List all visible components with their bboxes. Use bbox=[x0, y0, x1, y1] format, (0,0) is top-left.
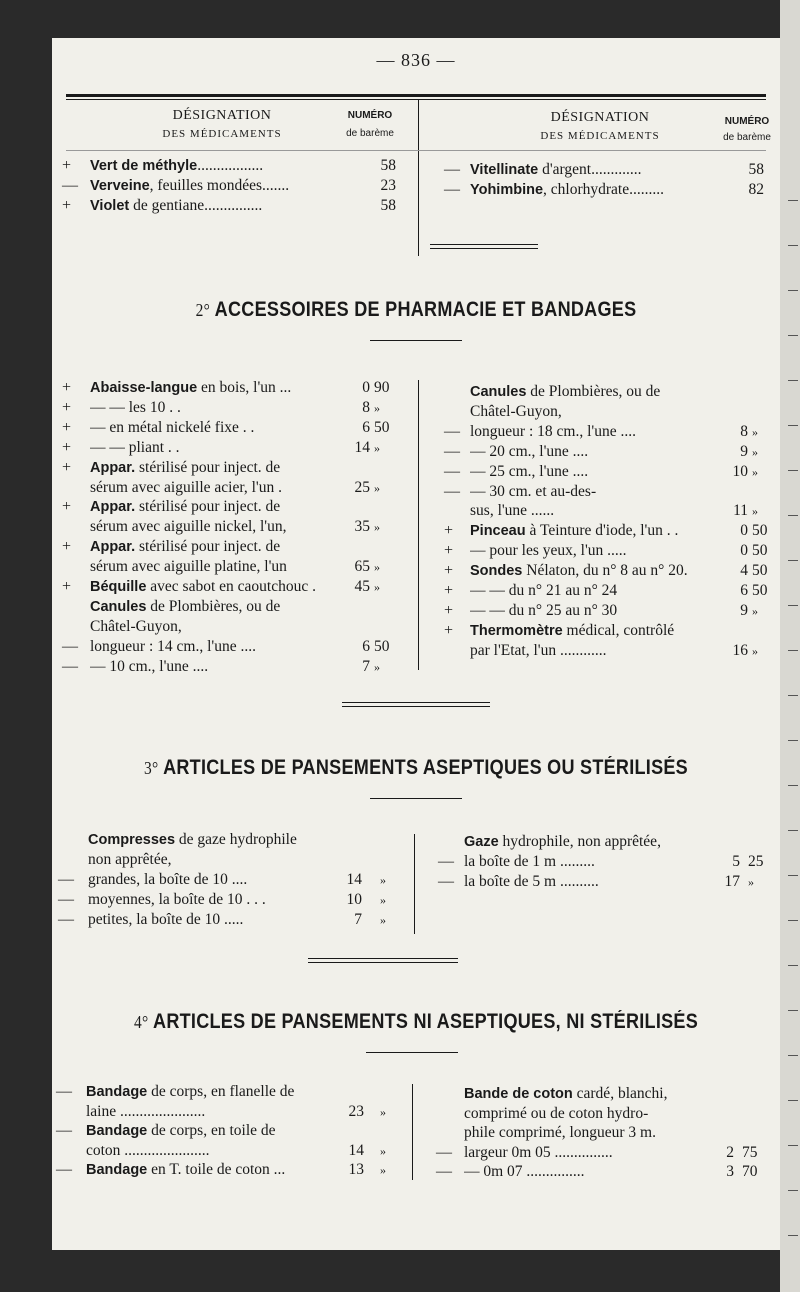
section-rule-2 bbox=[370, 340, 462, 341]
entry-name: Canules bbox=[90, 598, 147, 615]
entry-description: par l'Etat, l'un ............ bbox=[470, 641, 607, 659]
header-medicaments-right: DES MÉDICAMENTS bbox=[540, 130, 660, 142]
entry-description: de corps, en toile de bbox=[147, 1122, 276, 1140]
entry-text bbox=[470, 482, 732, 502]
entry-description: — — du n° 21 au n° 24 bbox=[470, 582, 618, 599]
entry-text bbox=[464, 1084, 726, 1104]
plus-marker: + bbox=[62, 438, 72, 456]
separator-double-3a bbox=[308, 958, 458, 959]
entry-row bbox=[52, 442, 780, 462]
entry-number: 0 bbox=[740, 542, 748, 560]
entry-text bbox=[470, 501, 732, 521]
dash-marker: — bbox=[62, 637, 78, 655]
edge-tick bbox=[788, 290, 798, 291]
entry-description: grandes, la boîte de 10 .... bbox=[88, 871, 248, 888]
entry-number: 9 bbox=[740, 442, 748, 460]
separator-double-2b bbox=[342, 706, 490, 707]
header-medicaments-left: DES MÉDICAMENTS bbox=[162, 128, 282, 140]
plus-marker: + bbox=[62, 398, 72, 416]
entry-subnumber: 50 bbox=[752, 562, 768, 580]
entry-number: 14 bbox=[348, 1141, 364, 1159]
entry-subnumber: » bbox=[374, 580, 380, 594]
entry-description: stérilisé pour inject. de bbox=[135, 458, 281, 476]
header-numero-left: NUMÉRO bbox=[347, 110, 393, 121]
edge-tick bbox=[788, 470, 798, 471]
entry-text bbox=[464, 1104, 726, 1124]
entry-number: 58 bbox=[380, 157, 396, 174]
entry-number: 2 bbox=[726, 1143, 734, 1161]
entry-number: 23 bbox=[348, 1102, 364, 1120]
entry-subnumber: » bbox=[752, 464, 758, 479]
edge-tick bbox=[788, 695, 798, 696]
entry-number: 6 bbox=[362, 418, 370, 436]
plus-marker: + bbox=[444, 522, 454, 540]
dash-marker: — bbox=[444, 462, 460, 480]
entry-description: — pour les yeux, l'un ..... bbox=[470, 542, 627, 560]
plus-marker: + bbox=[62, 578, 72, 595]
entry-text bbox=[464, 832, 726, 852]
header-rule-top bbox=[66, 94, 766, 97]
edge-tick bbox=[788, 965, 798, 966]
entry-name: Pinceau bbox=[470, 523, 526, 540]
entry-number: 14 bbox=[346, 871, 362, 888]
entry-description: hydrophile, non apprêtée, bbox=[498, 833, 661, 850]
entry-row bbox=[52, 422, 780, 442]
entry-name: Appar. bbox=[90, 539, 136, 556]
entry-description: — 20 cm., l'une .... bbox=[470, 442, 589, 460]
entry-description: longueur : 14 cm., l'une .... bbox=[90, 637, 256, 655]
entry-description: laine ...................... bbox=[86, 1102, 206, 1120]
entry-row bbox=[52, 641, 780, 661]
edge-tick bbox=[788, 560, 798, 561]
entry-subnumber: » bbox=[374, 560, 380, 575]
entry-row bbox=[52, 621, 780, 641]
dash-marker: — bbox=[444, 422, 460, 440]
entry-description: sérum avec aiguille acier, l'un . bbox=[90, 478, 282, 496]
edge-tick bbox=[788, 380, 798, 381]
header-rule-sub bbox=[66, 99, 766, 100]
entry-description: médical, contrôlé bbox=[562, 621, 675, 639]
section-title-2: 2° ACCESSOIRES DE PHARMACIE ET BANDAGES bbox=[195, 298, 637, 321]
entry-number: 23 bbox=[380, 177, 396, 194]
edge-tick bbox=[788, 515, 798, 516]
entry-description: — 25 cm., l'une .... bbox=[470, 462, 589, 480]
entry-row bbox=[52, 910, 780, 930]
entry-number: 58 bbox=[380, 197, 396, 214]
entry-description: cardé, blanchi, bbox=[572, 1085, 668, 1102]
entry-row bbox=[52, 1104, 780, 1124]
entry-number: 16 bbox=[732, 641, 748, 659]
edge-tick bbox=[788, 245, 798, 246]
dash-marker: — bbox=[444, 442, 460, 460]
entry-description: sérum avec aiguille nickel, l'un, bbox=[90, 518, 287, 536]
entry-row bbox=[52, 180, 780, 200]
entry-description: d'argent............. bbox=[538, 161, 642, 178]
entry-row bbox=[52, 482, 780, 502]
entry-text bbox=[470, 521, 732, 541]
entry-subnumber: 50 bbox=[374, 418, 390, 436]
entry-description: la boîte de 5 m .......... bbox=[464, 873, 599, 890]
separator-double-2a bbox=[342, 702, 490, 703]
entry-row bbox=[52, 832, 780, 852]
entry-description: coton ...................... bbox=[86, 1141, 210, 1159]
entry-row bbox=[52, 160, 780, 180]
entry-description: sus, l'une ...... bbox=[470, 502, 555, 520]
plus-marker: + bbox=[62, 157, 72, 174]
entry-name: Béquille bbox=[90, 579, 147, 595]
entry-description: — en métal nickelé fixe . . bbox=[90, 418, 255, 436]
entry-number: 7 bbox=[354, 911, 362, 928]
entry-subnumber: 70 bbox=[742, 1163, 758, 1181]
entry-description: — 0m 07 ............... bbox=[464, 1163, 585, 1181]
entry-description: sérum avec aiguille platine, l'un bbox=[90, 558, 287, 576]
entry-text bbox=[470, 180, 738, 200]
dash-marker: — bbox=[56, 1161, 72, 1179]
entry-subnumber: » bbox=[380, 913, 386, 927]
plus-marker: + bbox=[444, 601, 454, 619]
entry-number: 6 bbox=[740, 582, 748, 599]
plus-marker: + bbox=[62, 418, 72, 436]
header-designation-left: DÉSIGNATION bbox=[172, 108, 272, 123]
separator-double-1b bbox=[430, 248, 538, 249]
dash-marker: — bbox=[438, 853, 454, 870]
dash-marker: — bbox=[58, 871, 74, 888]
entry-subnumber: 90 bbox=[374, 379, 390, 396]
entry-description: largeur 0m 05 ............... bbox=[464, 1143, 613, 1161]
entry-subnumber: » bbox=[752, 424, 758, 439]
section-rule-3 bbox=[370, 798, 462, 799]
edge-tick bbox=[788, 875, 798, 876]
entry-subnumber: » bbox=[380, 1163, 386, 1178]
entry-description: en bois, l'un ... bbox=[197, 379, 292, 396]
entry-number: 11 bbox=[733, 502, 748, 520]
entry-name: Verveine bbox=[90, 178, 150, 194]
dash-marker: — bbox=[436, 1143, 452, 1161]
dash-marker: — bbox=[56, 1122, 72, 1140]
entry-name: Appar. bbox=[90, 499, 136, 516]
entry-name: Appar. bbox=[90, 459, 136, 476]
dash-marker: — bbox=[56, 1083, 72, 1100]
entry-description: phile comprimé, longueur 3 m. bbox=[464, 1124, 656, 1142]
entry-text bbox=[464, 1162, 726, 1182]
entry-subnumber: » bbox=[374, 520, 380, 535]
entry-name: Vert de méthyle bbox=[90, 158, 198, 174]
entry-subnumber: » bbox=[380, 1104, 386, 1119]
entry-description: petites, la boîte de 10 ..... bbox=[88, 911, 244, 928]
edge-tick bbox=[788, 200, 798, 201]
entry-text bbox=[470, 581, 732, 601]
entry-subnumber: » bbox=[374, 480, 380, 495]
dash-marker: — bbox=[444, 181, 460, 198]
entry-subnumber: » bbox=[752, 603, 758, 618]
entry-text bbox=[470, 541, 732, 561]
entry-row bbox=[52, 1084, 780, 1104]
entry-description: de corps, en flanelle de bbox=[147, 1083, 295, 1100]
entry-description: — 30 cm. et au-des- bbox=[470, 482, 597, 500]
entry-row bbox=[52, 581, 780, 601]
edge-tick bbox=[788, 740, 798, 741]
entry-row bbox=[52, 521, 780, 541]
entry-description: — — du n° 25 au n° 30 bbox=[470, 601, 618, 619]
entry-row bbox=[52, 541, 780, 561]
entry-text bbox=[470, 382, 732, 402]
entry-number: 45 bbox=[354, 578, 370, 595]
entry-row bbox=[52, 872, 780, 892]
edge-tick bbox=[788, 1100, 798, 1101]
edge-tick bbox=[788, 1235, 798, 1236]
entry-row bbox=[52, 561, 780, 581]
header-designation-right: DÉSIGNATION bbox=[550, 110, 650, 125]
plus-marker: + bbox=[62, 498, 72, 516]
entry-subnumber: » bbox=[752, 444, 758, 459]
edge-tick bbox=[788, 425, 798, 426]
header-bareme-right: de barème bbox=[723, 132, 771, 143]
entry-number: 58 bbox=[748, 161, 764, 178]
entry-description: Nélaton, du n° 8 au n° 20. bbox=[522, 562, 688, 580]
entry-number: 82 bbox=[748, 181, 764, 198]
entry-name: Sondes bbox=[470, 563, 523, 580]
entry-name: Yohimbine bbox=[470, 182, 544, 198]
section-title-3: 3° ARTICLES DE PANSEMENTS ASEPTIQUES OU STÉRILISÉS bbox=[144, 756, 688, 779]
plus-marker: + bbox=[62, 197, 72, 214]
entry-number: 3 bbox=[726, 1163, 734, 1181]
edge-tick bbox=[788, 1010, 798, 1011]
entry-name: Bandage bbox=[86, 1123, 148, 1140]
entry-text bbox=[464, 1123, 726, 1143]
edge-tick bbox=[788, 785, 798, 786]
entry-text bbox=[88, 890, 350, 910]
entry-name: Vitellinate bbox=[470, 162, 539, 178]
entry-name: Bande de coton bbox=[464, 1086, 573, 1102]
entry-number: 8 bbox=[740, 422, 748, 440]
entry-name: Thermomètre bbox=[470, 622, 563, 639]
entry-name: Violet bbox=[90, 198, 130, 214]
entry-subnumber: 50 bbox=[752, 522, 768, 540]
entry-text bbox=[470, 641, 732, 661]
entry-number: 10 bbox=[346, 891, 362, 908]
entry-text bbox=[464, 1143, 726, 1163]
entry-subnumber: » bbox=[374, 659, 380, 674]
entry-number: 17 bbox=[724, 873, 740, 890]
entry-description: stérilisé pour inject. de bbox=[135, 498, 281, 516]
plus-marker: + bbox=[62, 538, 72, 556]
entry-text bbox=[470, 422, 732, 442]
entry-row bbox=[52, 598, 780, 621]
dash-marker: — bbox=[438, 873, 454, 890]
entry-name: Canules bbox=[470, 384, 527, 400]
entry-description: non apprêtée, bbox=[88, 851, 172, 868]
entry-text bbox=[470, 462, 732, 482]
entry-description: avec sabot en caoutchouc . bbox=[146, 578, 316, 595]
entry-text bbox=[470, 621, 732, 641]
entry-text bbox=[464, 872, 726, 892]
header-rule-bottom bbox=[66, 150, 766, 151]
plus-marker: + bbox=[62, 458, 72, 476]
entry-number: 6 bbox=[362, 637, 370, 655]
entry-row bbox=[52, 402, 780, 422]
entry-subnumber: 25 bbox=[748, 853, 764, 870]
page-edge bbox=[780, 0, 800, 1292]
entry-subnumber: 50 bbox=[752, 542, 768, 560]
entry-description: longueur : 18 cm., l'une .... bbox=[470, 422, 636, 440]
entry-number: 0 bbox=[362, 379, 370, 396]
entry-description: de Plombières, ou de bbox=[526, 383, 661, 400]
entry-text bbox=[470, 601, 732, 621]
document-page bbox=[52, 38, 780, 1250]
header-bareme-left: de barème bbox=[346, 128, 394, 139]
entry-row bbox=[52, 1143, 780, 1163]
entry-text bbox=[464, 852, 726, 872]
entry-subnumber: » bbox=[380, 873, 386, 887]
entry-number: 65 bbox=[354, 558, 370, 576]
dash-marker: — bbox=[58, 911, 74, 928]
entry-subnumber: 50 bbox=[752, 582, 768, 599]
entry-subnumber: » bbox=[752, 643, 758, 658]
entry-text bbox=[470, 442, 732, 462]
entry-number: 25 bbox=[354, 478, 370, 496]
entry-number: 13 bbox=[348, 1161, 364, 1179]
entry-subnumber: » bbox=[374, 400, 380, 415]
entry-row bbox=[52, 852, 780, 872]
dash-marker: — bbox=[436, 1163, 452, 1181]
entry-description: la boîte de 1 m ......... bbox=[464, 853, 595, 870]
entry-subnumber: » bbox=[752, 504, 758, 519]
entry-number: 9 bbox=[740, 601, 748, 619]
section-rule-4 bbox=[366, 1052, 458, 1053]
entry-row bbox=[52, 501, 780, 521]
entry-number: 8 bbox=[362, 398, 370, 416]
entry-description: stérilisé pour inject. de bbox=[135, 538, 281, 556]
entry-name: Gaze bbox=[464, 834, 499, 850]
entry-text bbox=[88, 910, 350, 930]
entry-subnumber: » bbox=[380, 893, 386, 907]
entry-description: à Teinture d'iode, l'un . . bbox=[525, 522, 679, 540]
entry-number: 7 bbox=[362, 657, 370, 675]
separator-double-1a bbox=[430, 244, 538, 245]
section-title-4: 4° ARTICLES DE PANSEMENTS NI ASEPTIQUES, NI STÉRILISÉS bbox=[133, 1010, 699, 1033]
entry-description: Châtel-Guyon, bbox=[90, 617, 182, 635]
entry-description: de gaze hydrophile bbox=[175, 831, 297, 848]
dash-marker: — bbox=[444, 482, 460, 500]
entry-description: — 10 cm., l'une .... bbox=[90, 657, 209, 675]
edge-tick bbox=[788, 650, 798, 651]
entry-subnumber: 75 bbox=[742, 1143, 758, 1161]
entry-number: 0 bbox=[740, 522, 748, 540]
entry-number: 10 bbox=[732, 462, 748, 480]
entry-description: , chlorhydrate......... bbox=[543, 181, 664, 198]
entry-description: Châtel-Guyon, bbox=[470, 402, 562, 420]
entry-text bbox=[470, 160, 738, 180]
dash-marker: — bbox=[58, 891, 74, 908]
entry-number: 35 bbox=[354, 518, 370, 536]
edge-tick bbox=[788, 920, 798, 921]
entry-row bbox=[52, 459, 780, 482]
page-number: — 836 — bbox=[376, 50, 456, 70]
entry-subnumber: » bbox=[748, 875, 754, 889]
entry-description: , feuilles mondées....... bbox=[149, 177, 290, 194]
entry-description: moyennes, la boîte de 10 . . . bbox=[88, 891, 266, 908]
edge-tick bbox=[788, 1055, 798, 1056]
entry-text bbox=[470, 402, 732, 422]
entry-subnumber: 50 bbox=[374, 637, 390, 655]
edge-tick bbox=[788, 335, 798, 336]
plus-marker: + bbox=[444, 542, 454, 560]
entry-name: Abaisse-langue bbox=[90, 380, 198, 396]
entry-description: — — pliant . . bbox=[90, 438, 180, 456]
plus-marker: + bbox=[444, 582, 454, 599]
entry-row bbox=[52, 1123, 780, 1143]
entry-name: Bandage bbox=[86, 1084, 148, 1100]
edge-tick bbox=[788, 830, 798, 831]
entry-description: en T. toile de coton ... bbox=[147, 1161, 286, 1179]
separator-double-3b bbox=[308, 962, 458, 963]
plus-marker: + bbox=[62, 379, 72, 396]
entry-description: comprimé ou de coton hydro- bbox=[464, 1104, 649, 1122]
entry-name: Compresses bbox=[88, 832, 176, 848]
dash-marker: — bbox=[62, 657, 78, 675]
edge-tick bbox=[788, 1145, 798, 1146]
plus-marker: + bbox=[444, 621, 454, 639]
dash-marker: — bbox=[62, 177, 78, 194]
edge-tick bbox=[788, 1190, 798, 1191]
entry-number: 5 bbox=[732, 853, 740, 870]
entry-row bbox=[52, 1162, 780, 1182]
plus-marker: + bbox=[444, 562, 454, 580]
entry-row bbox=[52, 382, 780, 402]
entry-text bbox=[470, 561, 732, 581]
entry-description: de gentiane............... bbox=[129, 197, 263, 214]
edge-tick bbox=[788, 605, 798, 606]
entry-description: de Plombières, ou de bbox=[146, 597, 281, 615]
entry-name: Bandage bbox=[86, 1162, 148, 1179]
entry-number: 14 bbox=[354, 438, 370, 456]
entry-subnumber: » bbox=[374, 440, 380, 455]
header-numero-right: NUMÉRO bbox=[724, 116, 770, 127]
entry-number: 4 bbox=[740, 562, 748, 580]
dash-marker: — bbox=[444, 161, 460, 178]
entry-row bbox=[52, 890, 780, 910]
entry-subnumber: » bbox=[380, 1143, 386, 1158]
entry-description: ................. bbox=[197, 157, 264, 174]
entry-description: — — les 10 . . bbox=[90, 398, 181, 416]
